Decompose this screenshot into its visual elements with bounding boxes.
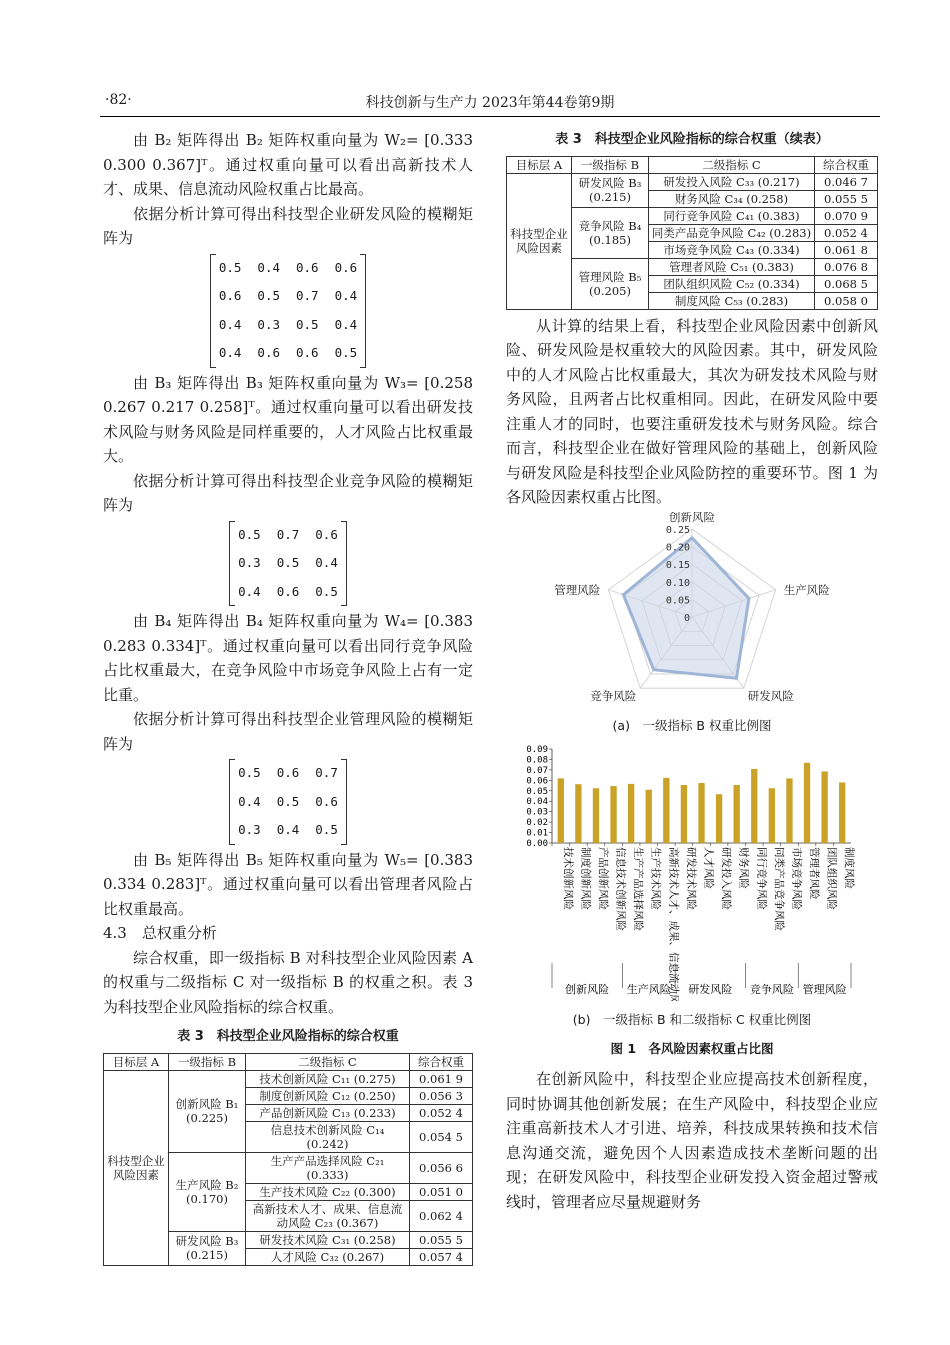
level2-cell: 市场竞争风险 C₄₃ (0.334) bbox=[649, 241, 815, 258]
matrix-b3 bbox=[103, 254, 473, 368]
bar bbox=[646, 789, 652, 842]
radar-chart bbox=[506, 512, 878, 707]
category-label: 高新技术人才、成果、信息流动风险 bbox=[667, 846, 680, 1001]
table-caption: 表 3 科技型企业风险指标的综合权重 bbox=[177, 1029, 399, 1044]
category-label: 生产技术风险 bbox=[649, 846, 662, 910]
tick-label: 0 bbox=[683, 612, 690, 624]
level2-cell: 财务风险 C₃₄ (0.258) bbox=[649, 190, 815, 207]
bar bbox=[734, 785, 740, 843]
category-label: 研发投入风险 bbox=[720, 846, 733, 910]
category-label: 管理者风险 bbox=[808, 846, 821, 899]
level2-cell: 高新技术人才、成果、信息流动风险 C₂₃ (0.367) bbox=[246, 1200, 410, 1231]
category-label: 管理风险 bbox=[554, 582, 601, 597]
category-label: 制度风险 bbox=[843, 846, 856, 889]
weight-cell: 0.062 4 bbox=[410, 1200, 473, 1231]
level2-cell: 人才风险 C₃₂ (0.267) bbox=[246, 1248, 410, 1265]
level2-cell: 制度风险 C₅₃ (0.283) bbox=[649, 292, 815, 309]
level1-cell: 研发风险 B₃ (0.215) bbox=[169, 1231, 246, 1265]
table-header: 综合权重 bbox=[410, 1053, 473, 1070]
tick-label: 0.25 bbox=[665, 524, 690, 536]
matrix-cell: 0.6 bbox=[296, 259, 319, 275]
level2-cell: 同类产品竞争风险 C₄₂ (0.283) bbox=[649, 224, 815, 241]
matrix-cell: 0.7 bbox=[315, 765, 338, 780]
matrix-cell: 0.3 bbox=[257, 316, 280, 332]
category-label: 产品创新风险 bbox=[596, 846, 609, 910]
table-header: 一级指标 B bbox=[169, 1053, 246, 1070]
y-tick-label: 0.00 bbox=[526, 838, 548, 849]
y-tick-label: 0.06 bbox=[526, 775, 548, 786]
matrix-cell: 0.5 bbox=[238, 765, 261, 780]
category-label: 信息技术创新风险 bbox=[614, 846, 627, 931]
matrix-cell: 0.6 bbox=[257, 345, 280, 360]
figure-b bbox=[506, 741, 878, 1062]
level2-cell: 管理者风险 C₅₁ (0.383) bbox=[649, 258, 815, 275]
tick-label: 0.05 bbox=[665, 594, 690, 606]
paragraph: 在创新风险中，科技型企业应提高技术创新程度，同时协调其他创新发展；在生产风险中，科技型企业应注重高新技术人才引进、培养，科技成果转换和技术信息沟通交流，避免因个人因素造成技术垄断问题的出现；在研发风险中，科技型企业研发投入资金超过警戒线时，管理者应尽量规避财务 bbox=[506, 1070, 878, 1211]
paragraph: 依据分析计算可得出科技型企业研发风险的模糊矩阵为 bbox=[103, 204, 473, 247]
bar bbox=[769, 788, 775, 843]
matrix-cell: 0.4 bbox=[238, 793, 261, 809]
category-label: 创新风险 bbox=[669, 511, 715, 524]
tick-label: 0.10 bbox=[665, 577, 690, 589]
weight-cell: 0.052 4 bbox=[815, 224, 878, 241]
matrix-b5 bbox=[103, 759, 473, 845]
level2-cell: 同行竞争风险 C₄₁ (0.383) bbox=[649, 207, 815, 224]
level1-cell: 生产风险 B₂ (0.170) bbox=[169, 1152, 246, 1231]
bar bbox=[681, 785, 687, 843]
level1-cell: 研发风险 B₃ (0.215) bbox=[572, 173, 649, 207]
figure-a-caption: (a) 一级指标 B 权重比例图 bbox=[612, 718, 772, 733]
group-label: 竞争风险 bbox=[749, 982, 794, 996]
weight-cell: 0.056 6 bbox=[410, 1152, 473, 1183]
weight-cell: 0.054 5 bbox=[410, 1121, 473, 1152]
category-label: 制度创新风险 bbox=[579, 846, 592, 910]
group-label: 生产风险 bbox=[626, 982, 671, 996]
matrix-cell: 0.5 bbox=[315, 822, 338, 837]
y-tick-label: 0.07 bbox=[526, 765, 548, 776]
y-tick-label: 0.01 bbox=[526, 828, 548, 839]
matrix-cell: 0.4 bbox=[276, 822, 300, 837]
matrix-cell: 0.6 bbox=[315, 793, 338, 809]
left-column bbox=[103, 128, 473, 1266]
y-tick-label: 0.09 bbox=[526, 744, 548, 755]
table-row bbox=[104, 1070, 473, 1087]
table-row bbox=[507, 173, 878, 190]
bar bbox=[786, 778, 792, 843]
matrix-cell: 0.5 bbox=[218, 259, 242, 275]
bar bbox=[610, 786, 616, 843]
bar bbox=[804, 762, 810, 842]
category-label: 同类产品竞争风险 bbox=[772, 846, 785, 931]
matrix-cell: 0.5 bbox=[296, 316, 319, 332]
bar bbox=[839, 782, 845, 843]
level2-cell: 信息技术创新风险 C₁₄ (0.242) bbox=[246, 1121, 410, 1152]
paragraph: 由 B₃ 矩阵得出 B₃ 矩阵权重向量为 W₃= [0.258 0.267 0.217 0.258]ᵀ。通过权重向量可以看出研发技术风险与财务风险是同样重要的，人才风险占比权重最大。 bbox=[103, 373, 473, 465]
data-series bbox=[623, 537, 749, 677]
weight-table-continued bbox=[506, 156, 878, 310]
y-tick-label: 0.08 bbox=[526, 754, 548, 765]
matrix-cell: 0.5 bbox=[238, 526, 261, 542]
matrix-cell: 0.5 bbox=[315, 583, 338, 599]
group-label: 研发风险 bbox=[688, 982, 733, 996]
category-label: 研发风险 bbox=[747, 688, 794, 703]
level2-cell: 制度创新风险 C₁₂ (0.250) bbox=[246, 1087, 410, 1104]
matrix-cell: 0.6 bbox=[276, 765, 300, 780]
paragraph: 依据分析计算可得出科技型企业管理风险的模糊矩阵为 bbox=[103, 710, 473, 753]
matrix-cell: 0.7 bbox=[276, 526, 300, 542]
matrix-cell: 0.4 bbox=[257, 259, 280, 275]
level1-cell: 创新风险 B₁ (0.225) bbox=[169, 1070, 246, 1152]
matrix-cell: 0.6 bbox=[218, 288, 242, 303]
matrix-cell: 0.6 bbox=[276, 583, 300, 599]
matrix-cell: 0.6 bbox=[296, 345, 319, 360]
weight-table bbox=[103, 1053, 473, 1266]
matrix-cell: 0.4 bbox=[334, 316, 358, 332]
table-header: 目标层 A bbox=[507, 156, 572, 173]
weight-cell: 0.070 9 bbox=[815, 207, 878, 224]
bar bbox=[628, 783, 634, 842]
y-tick-label: 0.05 bbox=[526, 786, 548, 797]
weight-cell: 0.052 4 bbox=[410, 1104, 473, 1121]
table-header: 一级指标 B bbox=[572, 156, 649, 173]
figure-b-caption: (b) 一级指标 B 和二级指标 C 权重比例图 bbox=[572, 1012, 812, 1027]
y-tick-label: 0.04 bbox=[526, 796, 548, 807]
matrix-cell: 0.4 bbox=[218, 345, 242, 360]
level2-cell: 研发投入风险 C₃₃ (0.217) bbox=[649, 173, 815, 190]
tick-label: 0.15 bbox=[665, 559, 690, 571]
weight-cell: 0.051 0 bbox=[410, 1183, 473, 1200]
category-label: 人才风险 bbox=[702, 846, 715, 889]
category-label: 技术创新风险 bbox=[561, 846, 574, 910]
level1-cell: 管理风险 B₅ (0.205) bbox=[572, 258, 649, 309]
matrix-cell: 0.6 bbox=[334, 259, 358, 275]
bar bbox=[663, 777, 669, 842]
table-caption: 表 3 科技型企业风险指标的综合权重（续表） bbox=[555, 132, 829, 147]
matrix-cell: 0.5 bbox=[276, 793, 300, 809]
category-label: 竞争风险 bbox=[590, 688, 637, 703]
matrix-cell: 0.3 bbox=[238, 822, 261, 837]
group-label: 创新风险 bbox=[565, 982, 610, 996]
level2-cell: 研发技术风险 C₃₁ (0.258) bbox=[246, 1231, 410, 1248]
weight-cell: 0.056 3 bbox=[410, 1087, 473, 1104]
paragraph: 从计算的结果上看，科技型企业风险因素中创新风险、研发风险是权重较大的风险因素。其中，研发风险中的人才风险占比权重最大，其次为研发技术风险与财务风险，且两者占比权重相同。因此，在研发风险中要注重人才的同时，也要注重研发技术与财务风险。综合而言，科技型企业在做好管理风险的基础上，创新风险与研发风险是科技型企业风险防控的重要环节。图 1 为各风险因素权重占比图。 bbox=[506, 316, 878, 506]
right-column bbox=[506, 128, 878, 1214]
figure-a bbox=[506, 512, 878, 739]
matrix-cell: 0.4 bbox=[334, 288, 358, 303]
matrix-cell: 0.3 bbox=[238, 555, 261, 570]
bar bbox=[698, 783, 704, 843]
category-label: 研发技术风险 bbox=[684, 846, 697, 910]
bar bbox=[593, 788, 599, 843]
paragraph: 综合权重，即一级指标 B 对科技型企业风险因素 A 的权重与二级指标 C 对一级指标 B 的权重之积。表 3 为科技型企业风险指标的综合权重。 bbox=[103, 948, 473, 1016]
table-header: 二级指标 C bbox=[649, 156, 815, 173]
paragraph: 依据分析计算可得出科技型企业竞争风险的模糊矩阵为 bbox=[103, 471, 473, 514]
category-label: 团队组织风险 bbox=[825, 846, 838, 910]
weight-cell: 0.061 8 bbox=[815, 241, 878, 258]
matrix-cell: 0.5 bbox=[276, 555, 300, 570]
page-header bbox=[100, 92, 880, 117]
level2-cell: 技术创新风险 C₁₁ (0.275) bbox=[246, 1070, 410, 1087]
table-header: 二级指标 C bbox=[246, 1053, 410, 1070]
figure-caption: 图 1 各风险因素权重占比图 bbox=[610, 1040, 774, 1056]
weight-cell: 0.076 8 bbox=[815, 258, 878, 275]
matrix-cell: 0.5 bbox=[334, 345, 358, 360]
page-number: ·82· bbox=[105, 92, 132, 108]
journal-title: 科技创新与生产力 2023年第44卷第9期 bbox=[365, 95, 615, 111]
paragraph: 由 B₄ 矩阵得出 B₄ 矩阵权重向量为 W₄= [0.383 0.283 0.334]ᵀ。通过权重向量可以看出同行竞争风险占比权重最大，在竞争风险中市场竞争风险上占有一定比重。 bbox=[103, 612, 473, 704]
level2-cell: 团队组织风险 C₅₂ (0.334) bbox=[649, 275, 815, 292]
table-header: 目标层 A bbox=[104, 1053, 169, 1070]
weight-cell: 0.058 0 bbox=[815, 292, 878, 309]
weight-cell: 0.057 4 bbox=[410, 1248, 473, 1265]
bar bbox=[716, 794, 722, 843]
matrix-b4 bbox=[103, 521, 473, 607]
tick-label: 0.20 bbox=[665, 542, 690, 554]
level2-cell: 产品创新风险 C₁₃ (0.233) bbox=[246, 1104, 410, 1121]
matrix-cell: 0.5 bbox=[257, 288, 280, 303]
bar bbox=[575, 784, 581, 843]
category-label: 同行竞争风险 bbox=[755, 846, 768, 910]
weight-cell: 0.061 9 bbox=[410, 1070, 473, 1087]
target-cell: 科技型企业风险因素 bbox=[104, 1070, 169, 1265]
table-header: 综合权重 bbox=[815, 156, 878, 173]
bar bbox=[751, 768, 757, 842]
level2-cell: 生产技术风险 C₂₂ (0.300) bbox=[246, 1183, 410, 1200]
matrix-cell: 0.6 bbox=[315, 526, 338, 542]
y-tick-label: 0.02 bbox=[526, 817, 548, 828]
y-tick-label: 0.03 bbox=[526, 807, 548, 818]
matrix-cell: 0.7 bbox=[296, 288, 319, 303]
group-label: 管理风险 bbox=[802, 982, 847, 996]
bar-chart bbox=[506, 741, 878, 1001]
level1-cell: 竞争风险 B₄ (0.185) bbox=[572, 207, 649, 258]
matrix-cell: 0.4 bbox=[238, 583, 261, 599]
weight-cell: 0.055 5 bbox=[815, 190, 878, 207]
category-label: 生产产品选择风险 bbox=[632, 846, 645, 931]
paragraph: 由 B₅ 矩阵得出 B₅ 矩阵权重向量为 W₅= [0.383 0.334 0.283]ᵀ。通过权重向量可以看出管理者风险占比权重最高。 bbox=[103, 850, 473, 918]
weight-cell: 0.068 5 bbox=[815, 275, 878, 292]
weight-cell: 0.055 5 bbox=[410, 1231, 473, 1248]
category-label: 财务风险 bbox=[737, 846, 750, 889]
weight-cell: 0.046 7 bbox=[815, 173, 878, 190]
section-heading: 4.3 总权重分析 bbox=[103, 924, 217, 942]
bar bbox=[558, 778, 564, 843]
matrix-cell: 0.4 bbox=[218, 316, 242, 332]
target-cell: 科技型企业风险因素 bbox=[507, 173, 572, 309]
category-label: 市场竞争风险 bbox=[790, 846, 803, 910]
category-label: 生产风险 bbox=[783, 582, 830, 597]
paragraph: 由 B₂ 矩阵得出 B₂ 矩阵权重向量为 W₂= [0.333 0.300 0.367]ᵀ。通过权重向量可以看出高新技术人才、成果、信息流动风险权重占比最高。 bbox=[103, 131, 473, 198]
level2-cell: 生产产品选择风险 C₂₁ (0.333) bbox=[246, 1152, 410, 1183]
matrix-cell: 0.4 bbox=[315, 555, 338, 570]
bar bbox=[821, 771, 827, 843]
